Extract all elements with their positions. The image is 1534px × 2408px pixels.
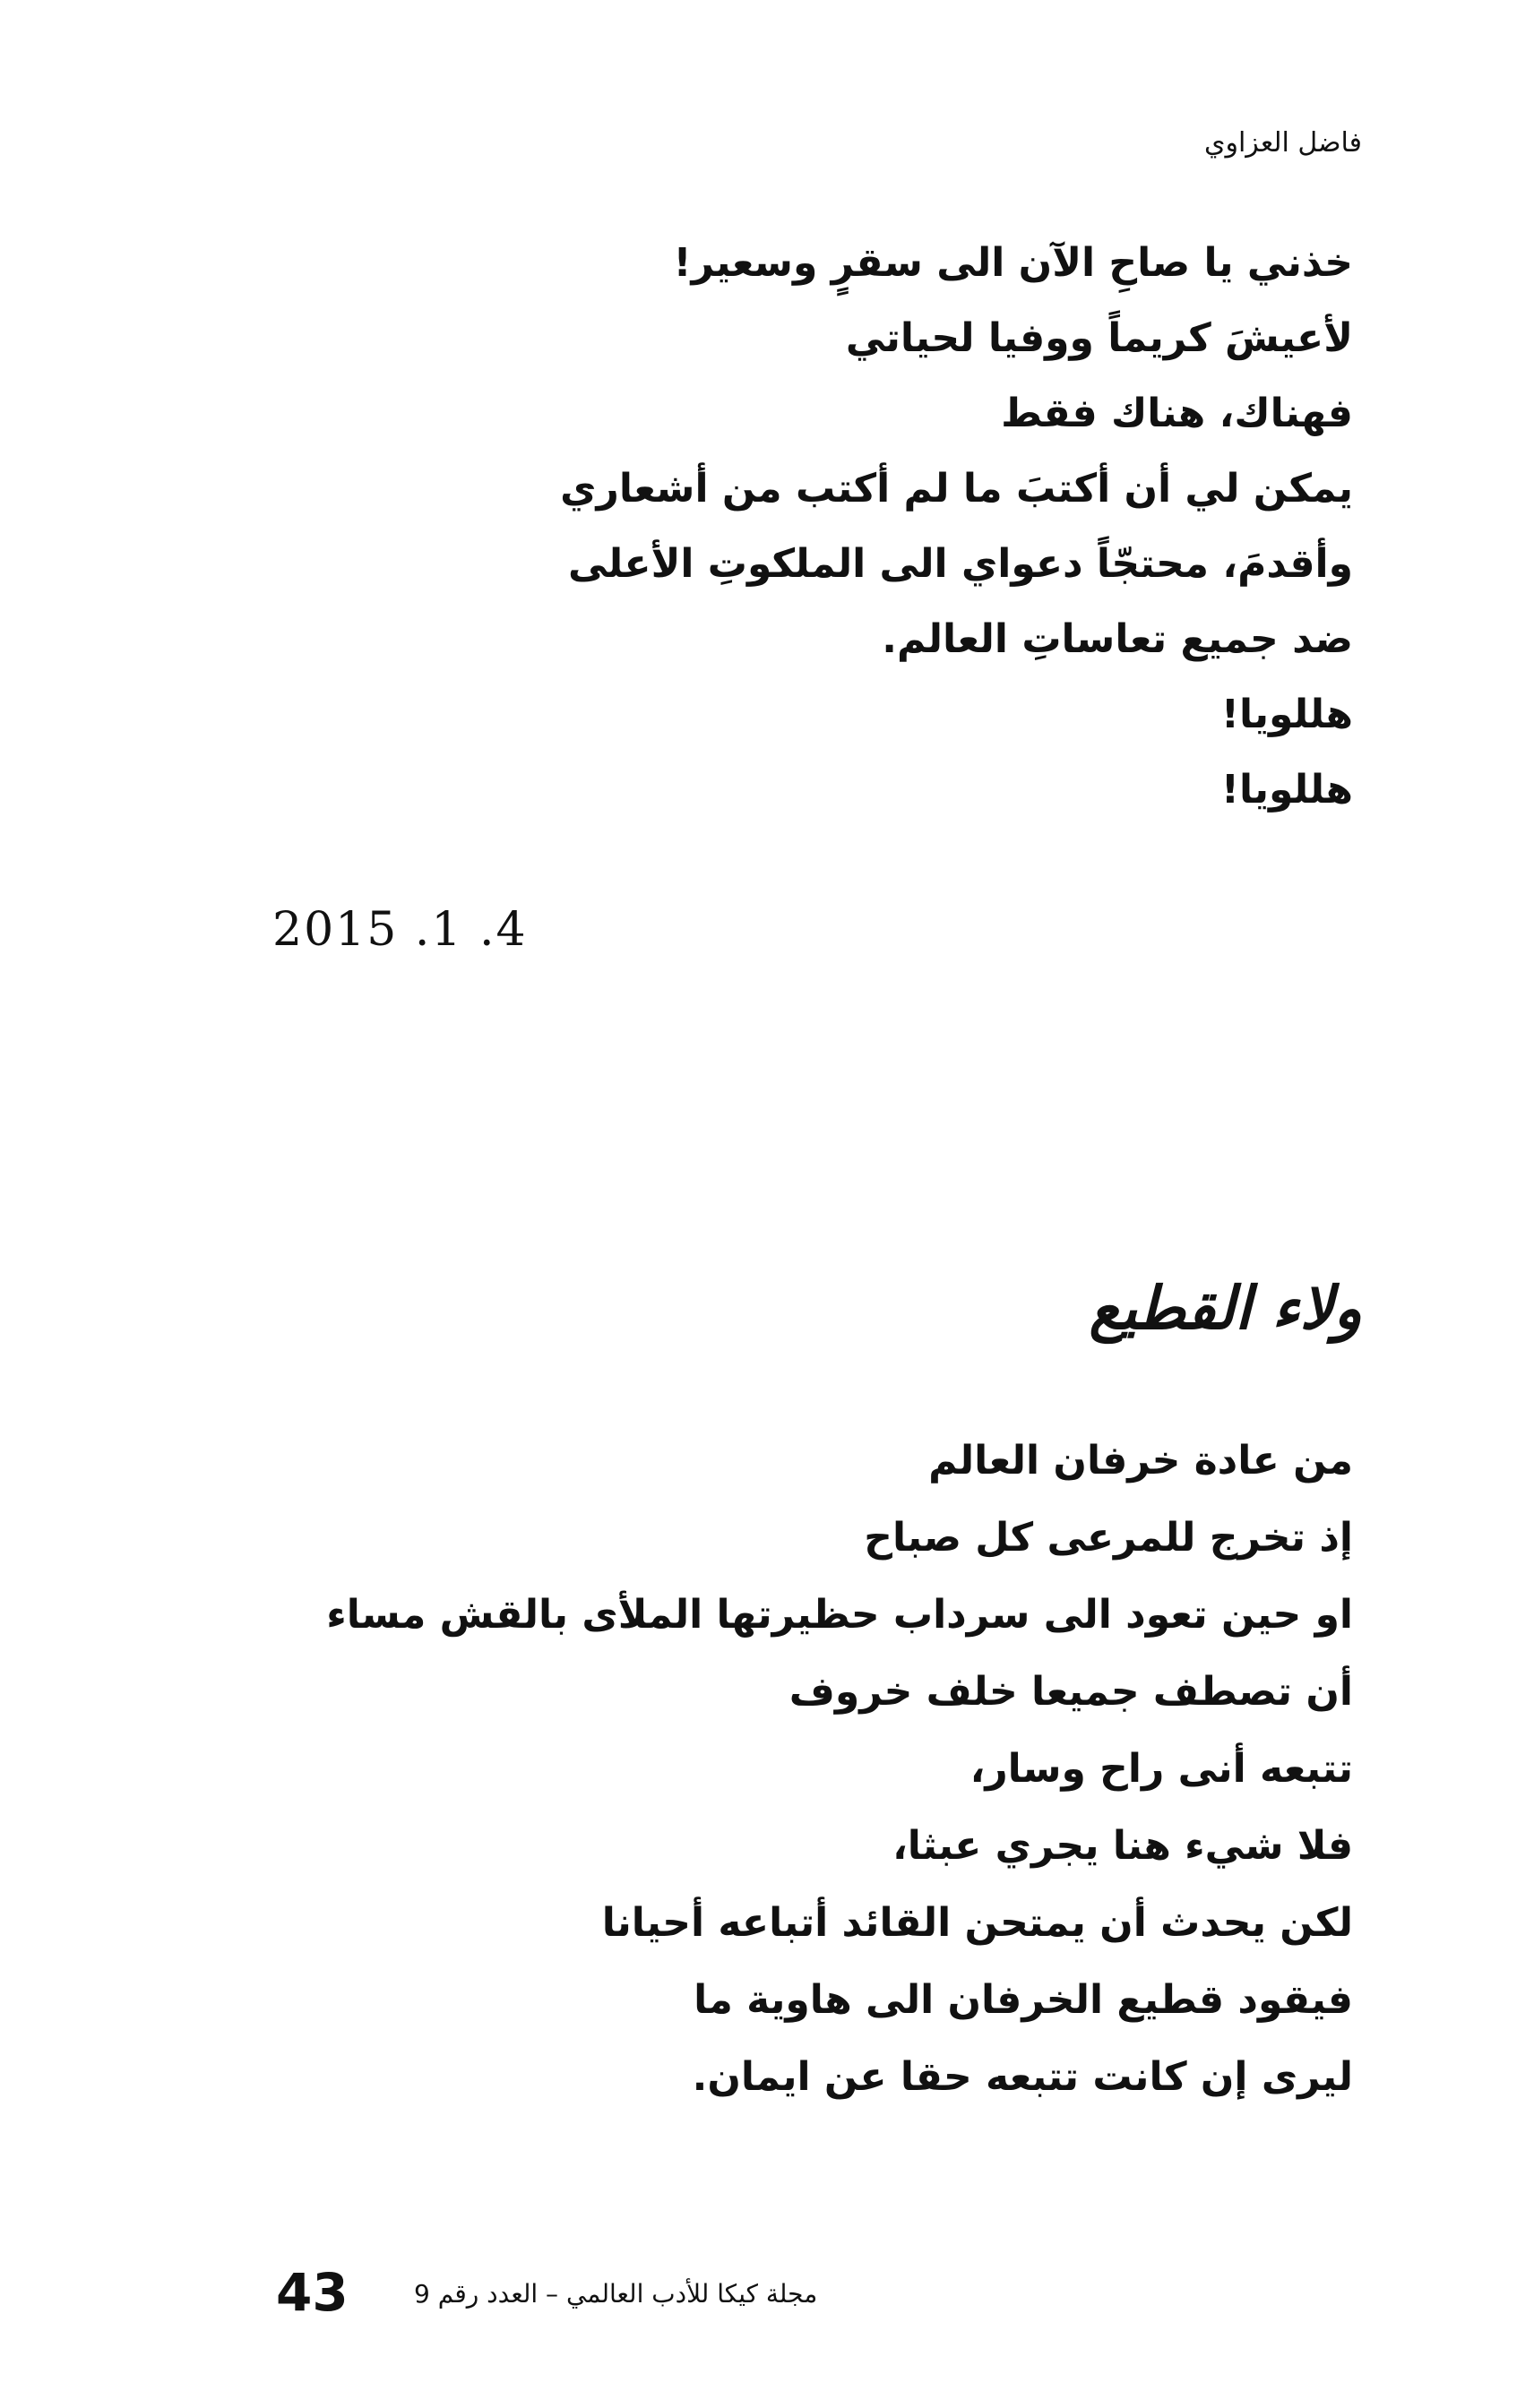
poem-line: وأقدمَ، محتجّاً دعواي الى الملكوتِ الأعلى (568, 541, 1353, 587)
poem-line: لأعيشَ كريماً ووفيا لحياتي (845, 315, 1353, 361)
poem-line: فهناك، هناك فقط (1001, 391, 1353, 436)
poem-date: 2015 .1 .4 (272, 903, 528, 957)
poem-line: إذ تخرج للمرعى كل صباح (864, 1515, 1353, 1561)
page-number: 43 (276, 2262, 349, 2323)
poem-line: خذني يا صاحِ الآن الى سقرٍ وسعير! (673, 240, 1353, 286)
poem-title: ولاء القطيع (1089, 1273, 1362, 1343)
poem-line: هللويا! (1220, 767, 1353, 813)
poem-line: من عادة خرفان العالم (928, 1438, 1353, 1484)
poem-line: يمكن لي أن أكتبَ ما لم أكتب من أشعاري (560, 466, 1353, 512)
poem-2-stanza (326, 1423, 1353, 2116)
author-name: فاضل العزاوي (1203, 127, 1362, 159)
poem-line: فلا شيء هنا يجري عبثا، (892, 1823, 1353, 1869)
poem-line: فيقود قطيع الخرفان الى هاوية ما (694, 1977, 1353, 2023)
poem-line: ليرى إن كانت تتبعه حقا عن ايمان. (692, 2054, 1353, 2100)
poem-line: او حين تعود الى سرداب حظيرتها الملأى بالقش مساء (326, 1592, 1353, 1638)
poem-line: تتبعه أنى راح وسار، (970, 1746, 1353, 1792)
poem-line: هللويا! (1220, 692, 1353, 737)
journal-name: مجلة كيكا للأدب العالمي – العدد رقم 9 (414, 2279, 818, 2309)
poem-line: ضد جميع تعاساتِ العالم. (882, 616, 1353, 662)
page-footer (0, 2261, 1534, 2324)
poem-1-stanza (560, 226, 1353, 828)
poem-line: لكن يحدث أن يمتحن القائد أتباعه أحيانا (601, 1900, 1353, 1946)
poem-line: أن تصطف جميعا خلف خروف (789, 1669, 1353, 1715)
